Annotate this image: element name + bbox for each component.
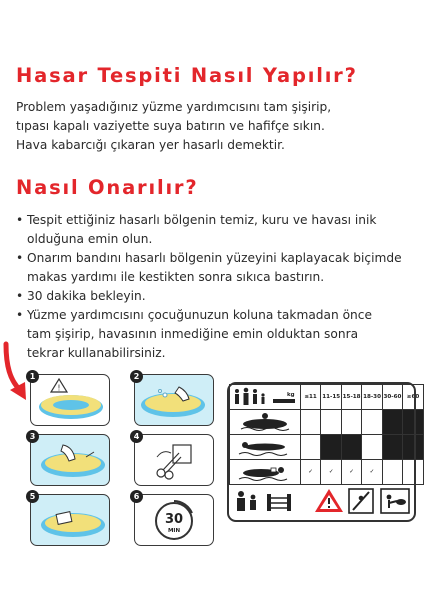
table-row [230, 435, 424, 460]
size-weight-chart [229, 384, 424, 485]
family-kg-cell [230, 385, 301, 410]
ring-in-water-icon [135, 375, 213, 425]
dry-ring-icon [31, 435, 109, 485]
damage-check-line: Problem yaşadığınız yüzme yardımcısını tam şişirip, [16, 100, 332, 114]
table-cell: ✓ [300, 460, 321, 485]
step-1-panel [30, 374, 110, 426]
table-cell [362, 435, 382, 460]
table-cell [321, 410, 341, 435]
no-diving-icon [349, 489, 373, 513]
table-row [230, 460, 424, 485]
step-3-panel [30, 434, 110, 486]
inflate-icon [381, 489, 409, 513]
table-cell: ✓ [362, 460, 382, 485]
patch-applied-icon [31, 495, 109, 545]
swimming-child-icon [231, 435, 299, 457]
damage-check-title: Hasar Tespiti Nasıl Yapılır? [16, 64, 358, 87]
table-cell [382, 435, 402, 460]
table-cell: 18-30 [362, 385, 382, 410]
table-cell [403, 435, 424, 460]
warning-icons [229, 486, 412, 516]
list-item-line: • Tespit ettiğiniz hasarlı bölgenin temiz, kuru ve havası inik [27, 213, 377, 227]
table-cell: ✓ [321, 460, 341, 485]
list-item-line: tekrar kullanabilirsiniz. [27, 346, 166, 360]
table-cell [341, 410, 361, 435]
table-cell: 15-18 [341, 385, 361, 410]
timer-icon [135, 495, 213, 545]
row-icon-cell [230, 460, 301, 485]
warning-icons-row [229, 486, 412, 520]
repair-steps-list [16, 211, 402, 363]
weight-table [229, 384, 424, 485]
table-cell [403, 410, 424, 435]
warning-triangle-icon [315, 489, 343, 512]
table-cell [321, 435, 341, 460]
damage-check-line: tıpası kapalı vaziyette suya batırın ve hafifçe sıkın. [16, 119, 325, 133]
scissors-tape-icon [135, 435, 213, 485]
list-item-line: tam şişirip, havasının inmediğine emin olduktan sonra [27, 327, 359, 341]
timer-value: 30 [164, 512, 184, 527]
step-number: 5 [26, 490, 39, 503]
row-icon-cell [230, 435, 301, 460]
svg-text:!: ! [57, 383, 61, 393]
table-row [230, 410, 424, 435]
list-item [16, 249, 402, 287]
table-cell: ≥60 [403, 385, 424, 410]
step-4-panel [134, 434, 214, 486]
table-row [230, 385, 424, 410]
table-cell [382, 410, 402, 435]
family-scale-icon [231, 385, 299, 407]
step-number: 1 [26, 370, 39, 383]
step-2-panel [134, 374, 214, 426]
list-item-line: • Yüzme yardımcısını çocuğunuzun koluna takmadan önce [27, 308, 372, 322]
list-item-line: • Onarım bandını hasarlı bölgenin yüzeyini kaplayacak biçimde [27, 251, 402, 265]
damage-check-text [16, 98, 331, 155]
table-cell [341, 435, 361, 460]
step-number: 4 [130, 430, 143, 443]
table-cell: 30-60 [382, 385, 402, 410]
step-6-panel [134, 494, 214, 546]
step-number: 6 [130, 490, 143, 503]
table-cell [300, 410, 321, 435]
damage-check-line: Hava kabarcığı çıkaran yer hasarlı demektir. [16, 138, 285, 152]
unit-label: kg [286, 392, 295, 398]
armband-child-icon [231, 460, 299, 482]
step-number: 2 [130, 370, 143, 383]
table-cell [403, 460, 424, 485]
timer-unit: MIN [167, 528, 181, 534]
inflated-ring-icon [31, 375, 109, 425]
step-5-panel [30, 494, 110, 546]
table-cell: ✓ [341, 460, 361, 485]
table-cell [362, 410, 382, 435]
row-icon-cell [230, 410, 301, 435]
adult-supervision-icon [237, 491, 256, 511]
table-cell [300, 435, 321, 460]
list-item-line: makas yardımı ile kestikten sonra sıkıca bastırın. [27, 270, 325, 284]
table-cell [382, 460, 402, 485]
list-item [16, 306, 402, 363]
list-item-line: • 30 dakika bekleyin. [27, 289, 146, 303]
repair-title: Nasıl Onarılır? [16, 176, 199, 199]
list-item [16, 287, 402, 306]
child-in-ring-icon [231, 410, 299, 432]
table-cell: ≤11 [300, 385, 321, 410]
step-number: 3 [26, 430, 39, 443]
list-item-line: olduğuna emin olun. [27, 232, 153, 246]
table-cell: 11-15 [321, 385, 341, 410]
list-item [16, 211, 402, 249]
swimming-pool-icon [267, 494, 291, 511]
